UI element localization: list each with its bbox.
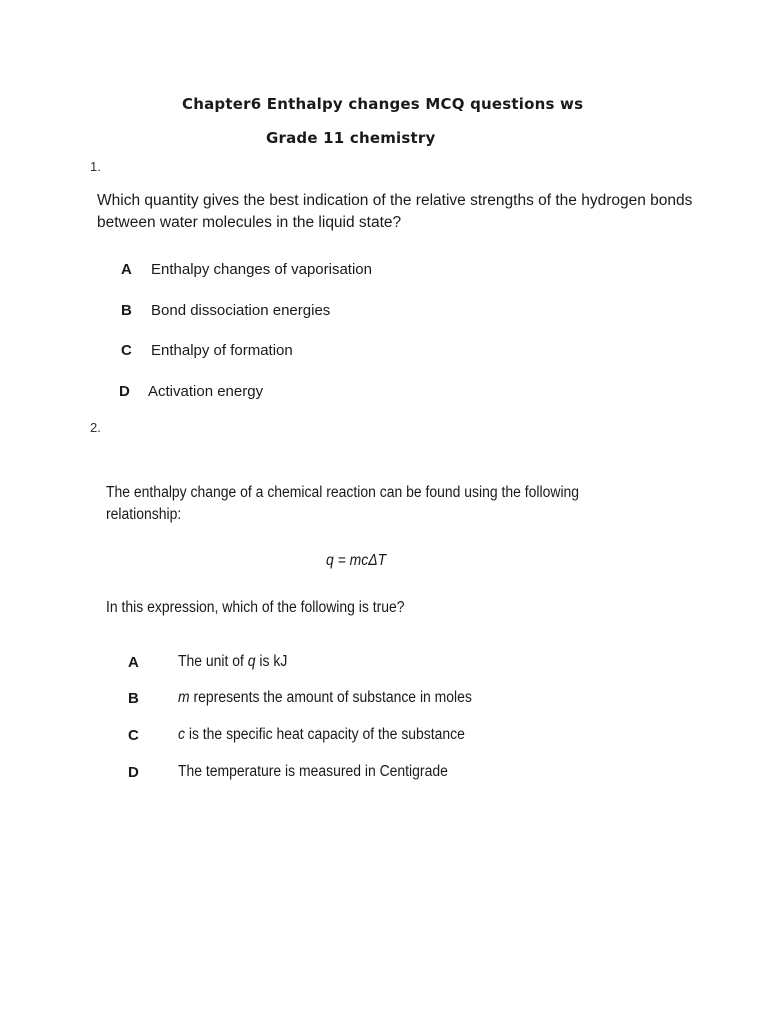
option-letter: A — [128, 654, 139, 671]
option-text-pre: The temperature is measured in Centigrade — [178, 763, 448, 780]
option-text-post: is kJ — [255, 653, 288, 670]
option-letter: D — [128, 764, 139, 781]
question-stem-line: between water molecules in the liquid state? — [97, 214, 402, 231]
option-text-post: is the specific heat capacity of the substance — [184, 726, 465, 743]
option-text: Enthalpy of formation — [151, 342, 293, 359]
option-text: Enthalpy changes of vaporisation — [151, 261, 372, 278]
option-variable: m — [178, 689, 190, 706]
question-stem-line: The enthalpy change of a chemical reaction can be found using the following — [106, 484, 580, 501]
option-letter: B — [128, 690, 139, 707]
option-text — [178, 763, 448, 781]
question-prompt: In this expression, which of the following is true? — [106, 599, 405, 616]
option-variable: c — [178, 726, 185, 743]
question-stem-line: relationship: — [106, 506, 182, 523]
option-letter: B — [121, 302, 132, 319]
option-text-post: represents the amount of substance in moles — [189, 689, 472, 706]
option-letter: D — [119, 383, 130, 400]
option-text — [178, 653, 287, 671]
option-text: Activation energy — [148, 383, 264, 400]
option-letter: A — [121, 261, 132, 278]
option-text — [178, 726, 465, 744]
option-variable: q — [247, 653, 256, 670]
option-text-pre: The unit of — [178, 653, 248, 670]
question-stem-line: Which quantity gives the best indication of the relative strengths of the hydrogen bonds — [97, 192, 693, 209]
worksheet-title: Chapter6 Enthalpy changes MCQ questions ws — [182, 95, 584, 113]
option-text — [178, 689, 472, 707]
worksheet-subtitle: Grade 11 chemistry — [266, 129, 436, 147]
equation: q = mcΔT — [326, 552, 387, 569]
option-text: Bond dissociation energies — [151, 302, 331, 319]
option-letter: C — [121, 342, 132, 359]
question-number: 2. — [90, 420, 101, 435]
option-letter: C — [128, 727, 139, 744]
question-number: 1. — [90, 159, 101, 174]
